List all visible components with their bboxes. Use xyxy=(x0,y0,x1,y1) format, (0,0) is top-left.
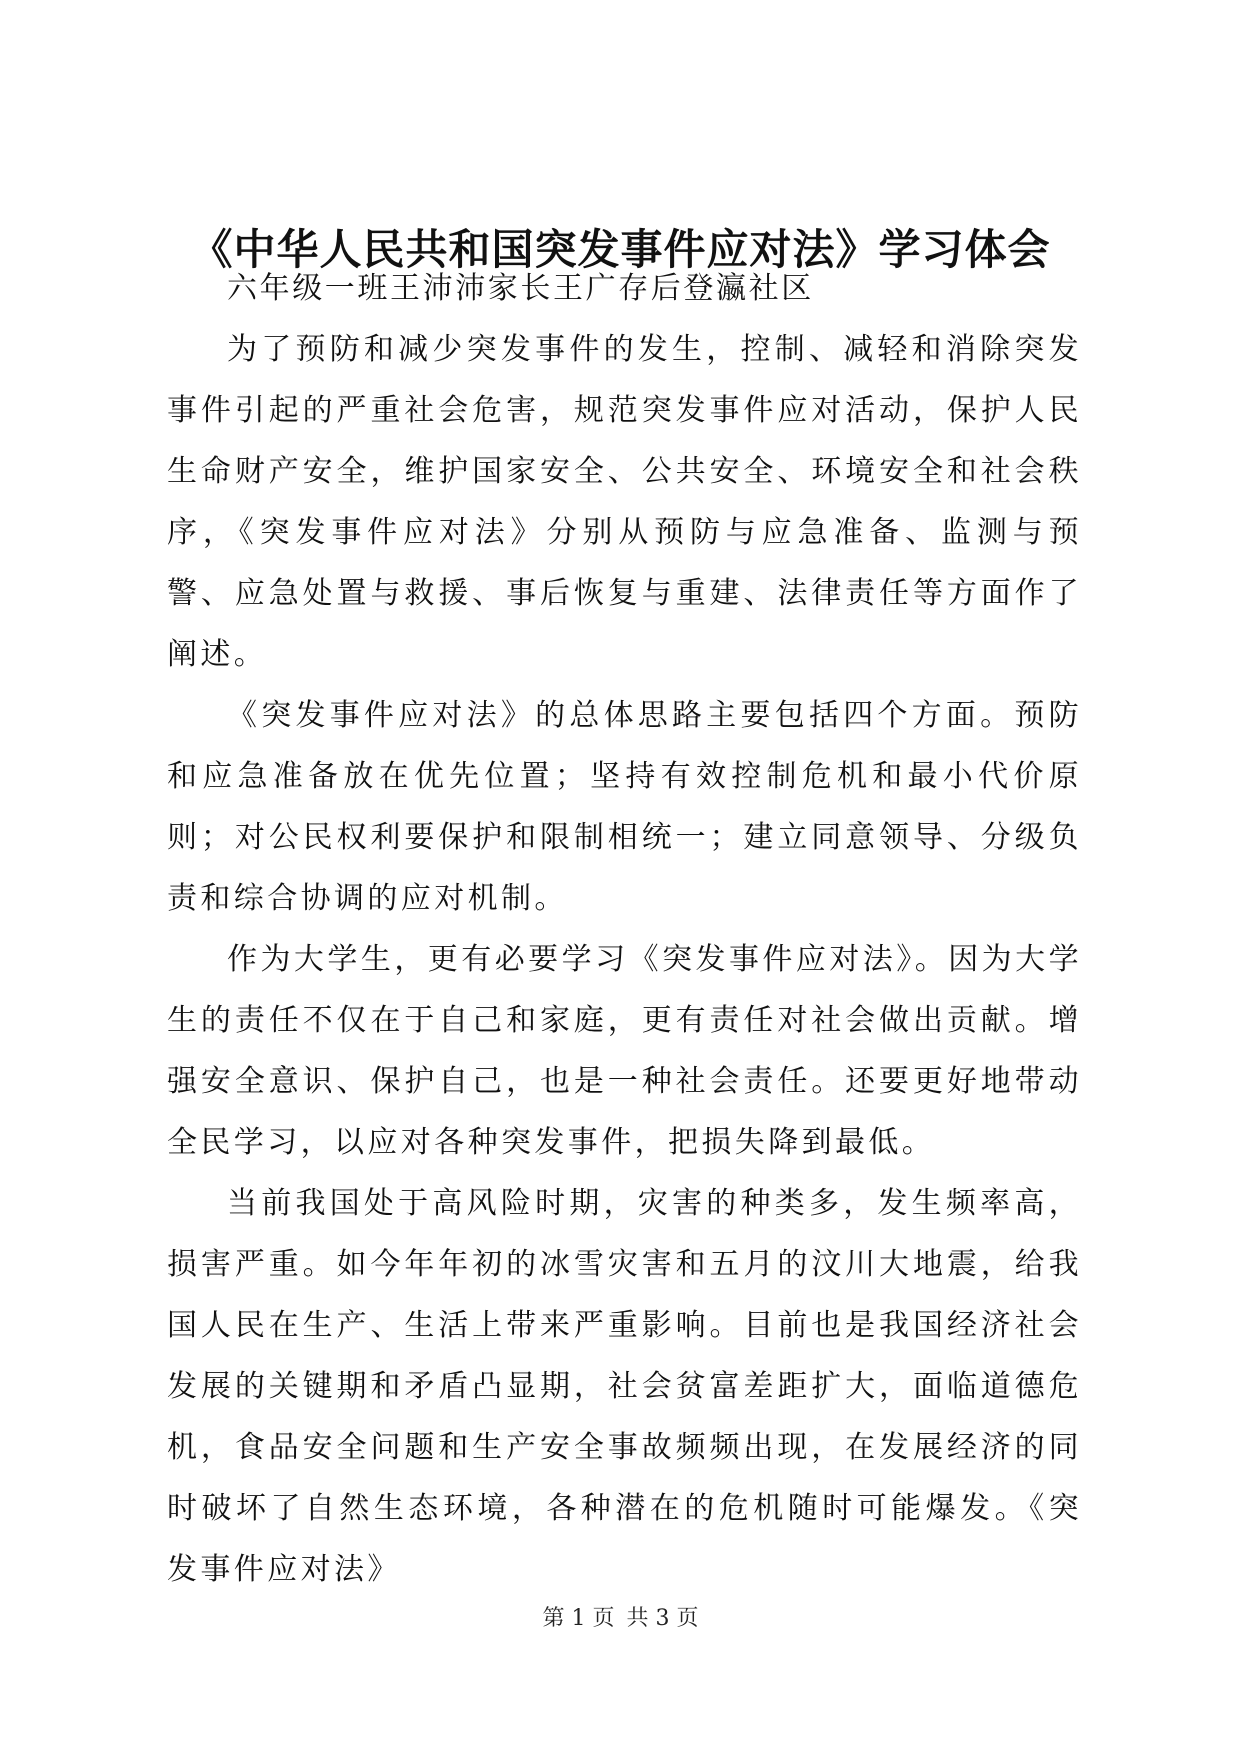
author-line: 六年级一班王沛沛家长王广存后登瀛社区 xyxy=(227,271,814,306)
document-body xyxy=(167,258,1082,1600)
page-footer xyxy=(0,1605,1241,1633)
page-number: 第 1 页 xyxy=(542,1606,615,1631)
page-total: 共 3 页 xyxy=(626,1606,699,1631)
paragraph-1: 为了预防和减少突发事件的发生，控制、减轻和消除突发事件引起的严重社会危害，规范突发事件应对活动，保护人民生命财产安全，维护国家安全、公共安全、环境安全和社会秩序，《突发事件应对法》分别从预防与应急准备、监测与预警、应急处置与救援、事后恢复与重建、法律责任等方面作了阐述。 xyxy=(167,332,1082,672)
paragraph-3: 作为大学生，更有必要学习《突发事件应对法》。因为大学生的责任不仅在于自己和家庭，更有责任对社会做出贡献。增强安全意识、保护自己，也是一种社会责任。还要更好地带动全民学习，以应对各种突发事件，把损失降到最低。 xyxy=(167,942,1082,1160)
document-title: 《中华人民共和国突发事件应对法》学习体会 xyxy=(190,225,1051,274)
paragraph-2: 《突发事件应对法》的总体思路主要包括四个方面。预防和应急准备放在优先位置；坚持有效控制危机和最小代价原则；对公民权利要保护和限制相统一；建立同意领导、分级负责和综合协调的应对机制。 xyxy=(167,698,1082,916)
paragraph-4: 当前我国处于高风险时期，灾害的种类多，发生频率高，损害严重。如今年年初的冰雪灾害和五月的汶川大地震，给我国人民在生产、生活上带来严重影响。目前也是我国经济社会发展的关键期和矛盾凸显期，社会贫富差距扩大，面临道德危机，食品安全问题和生产安全事故频频出现，在发展经济的同时破坏了自然生态环境，各种潜在的危机随时可能爆发。《突发事件应对法》 xyxy=(167,1186,1082,1587)
